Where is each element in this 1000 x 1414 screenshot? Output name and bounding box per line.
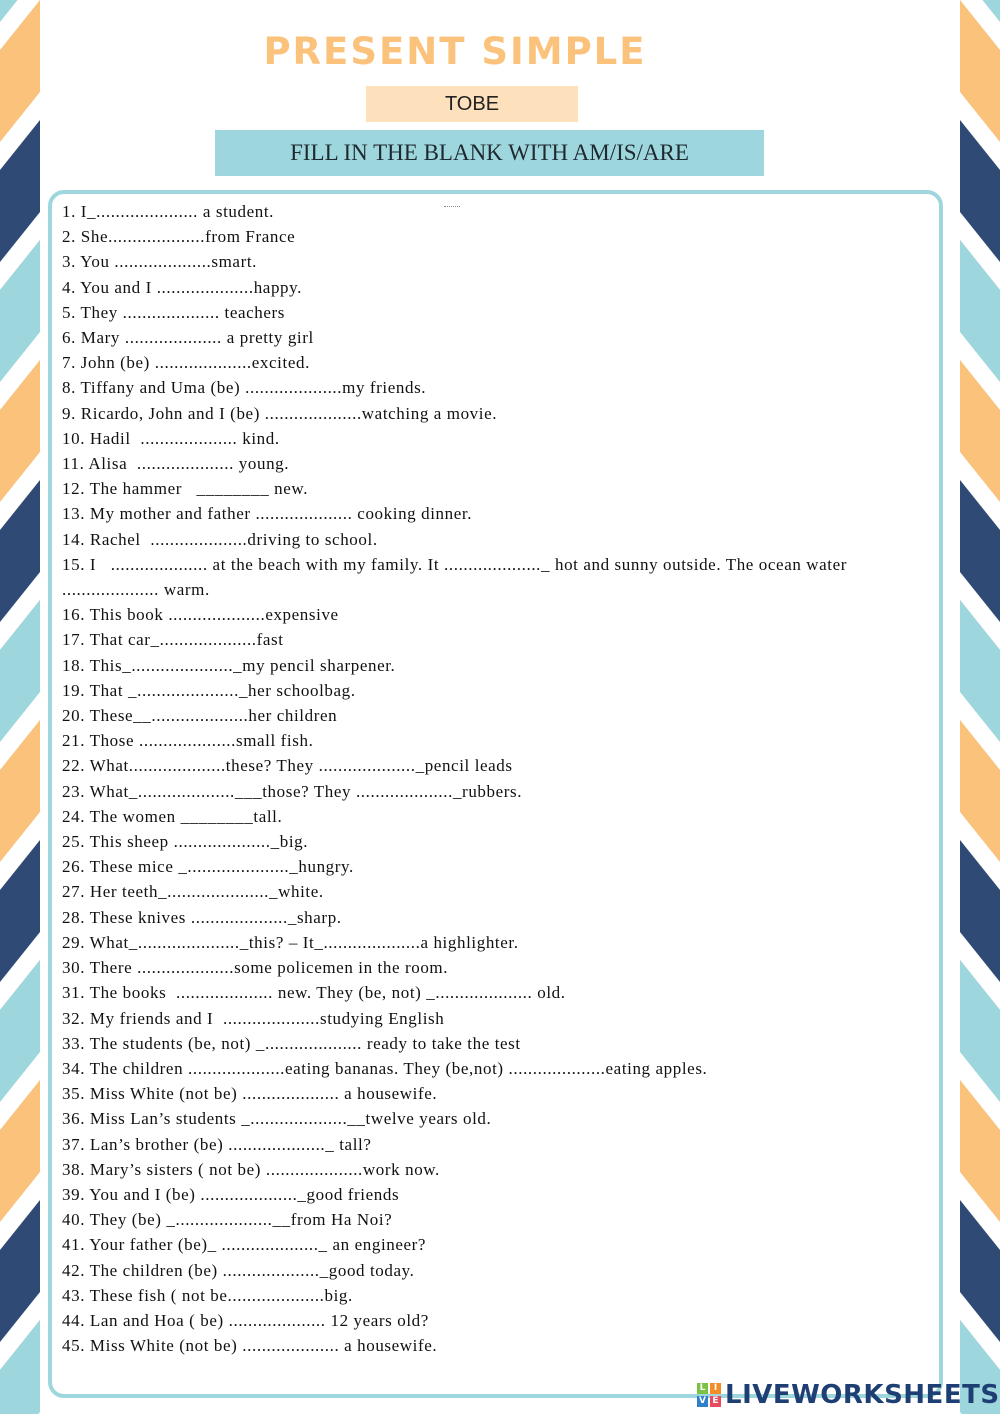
left-striped-border (0, 0, 40, 1414)
exercise-list (62, 199, 922, 1358)
exercise-item: 18. This_....................._my pencil sharpener. (62, 655, 396, 675)
exercise-item: 1. I_..................... a student. (62, 202, 275, 221)
exercise-item: 7. John (be) ....................excited. (62, 353, 310, 373)
exercise-item: 15. I .................... at the beach with my family. It ...................._ hot and sunny outside. The ocean water .................... warm. (62, 554, 862, 600)
exercise-item: 41. Your father (be)_ ...................._ an engineer? (62, 1235, 427, 1255)
exercise-item: 2. She....................from France (62, 227, 296, 247)
exercise-item: 21. Those ....................small fish. (62, 731, 314, 751)
exercise-item: 42. The children (be) ...................._good today. (62, 1260, 415, 1280)
exercise-item: 32. My friends and I ....................studying English (62, 1008, 445, 1028)
liveworksheets-logo (697, 1378, 1000, 1412)
exercise-item: 31. The books .................... new. They (be, not) _.................... old. (62, 983, 566, 1003)
exercise-item: 39. You and I (be) ...................._good friends (62, 1184, 400, 1204)
exercise-item: 17. That car_....................fast (62, 630, 284, 650)
exercise-item: 3. You ....................smart. (62, 252, 258, 272)
exercise-item: 45. Miss White (not be) .................... a housewife. (62, 1336, 438, 1356)
exercise-item: 35. Miss White (not be) .................... a housewife. (62, 1084, 438, 1104)
exercise-item: 30. There ....................some policemen in the room. (62, 958, 449, 978)
right-striped-border (960, 0, 1000, 1414)
exercise-item: 29. What_....................._this? – It_....................a highlighter. (62, 932, 519, 952)
exercise-item: 36. Miss Lan’s students _....................__twelve years old. (62, 1109, 492, 1129)
exercise-item: 44. Lan and Hoa ( be) .................... 12 years old? (62, 1310, 429, 1330)
exercise-item: 20. These__....................her children (62, 706, 338, 726)
logo-tile: I (710, 1383, 721, 1394)
subtitle-banner: TOBE (366, 86, 578, 122)
exercise-item: 16. This book ....................expensive (62, 605, 339, 625)
logo-tiles (697, 1383, 721, 1407)
exercise-item: 38. Mary’s sisters ( not be) ....................work now. (62, 1159, 440, 1179)
exercise-item: 10. Hadil .................... kind. (62, 428, 280, 448)
exercise-item: 34. The children ....................eating bananas. They (be,not) ....................eating apples. (62, 1058, 708, 1078)
exercise-item: 40. They (be) _....................__from Ha Noi? (62, 1210, 393, 1230)
exercise-item: 43. These fish ( not be....................big. (62, 1285, 353, 1305)
exercise-item: 37. Lan’s brother (be) ...................._ tall? (62, 1134, 372, 1154)
instruction-banner: FILL IN THE BLANK WITH AM/IS/ARE (215, 130, 764, 176)
exercise-item: 5. They .................... teachers (62, 302, 286, 322)
exercise-item: 12. The hammer ________ new. (62, 479, 309, 499)
logo-tile: L (697, 1383, 708, 1394)
exercise-item: 13. My mother and father .................... cooking dinner. (62, 504, 473, 524)
exercise-item: 11. Alisa .................... young. (62, 454, 290, 474)
logo-text: LIVEWORKSHEETS (725, 1380, 1000, 1410)
exercise-item: 9. Ricardo, John and I (be) ....................watching a movie. (62, 403, 498, 423)
exercise-item: 24. The women ________tall. (62, 806, 283, 826)
exercise-item: 14. Rachel ....................driving to school. (62, 529, 378, 549)
exercise-item: 26. These mice _....................._hungry. (62, 857, 354, 877)
logo-tile: V (697, 1396, 708, 1407)
exercise-item: 4. You and I ....................happy. (62, 277, 302, 297)
page-title: PRESENT SIMPLE (263, 30, 647, 73)
logo-tile: E (710, 1396, 721, 1407)
exercise-item: 33. The students (be, not) _.................... ready to take the test (62, 1033, 521, 1053)
exercise-item: 6. Mary .................... a pretty girl (62, 328, 314, 348)
exercise-item: 27. Her teeth_....................._white. (62, 882, 324, 902)
exercise-item: 25. This sheep ...................._big. (62, 832, 309, 852)
exercise-item: 8. Tiffany and Uma (be) ....................my friends. (62, 378, 427, 398)
exercise-item: 22. What....................these? They ...................._pencil leads (62, 756, 513, 776)
exercise-item: 19. That _....................._her schoolbag. (62, 680, 356, 700)
exercise-item: 28. These knives ...................._sharp. (62, 907, 342, 927)
exercise-item: 23. What_....................___those? They ...................._rubbers. (62, 781, 523, 801)
